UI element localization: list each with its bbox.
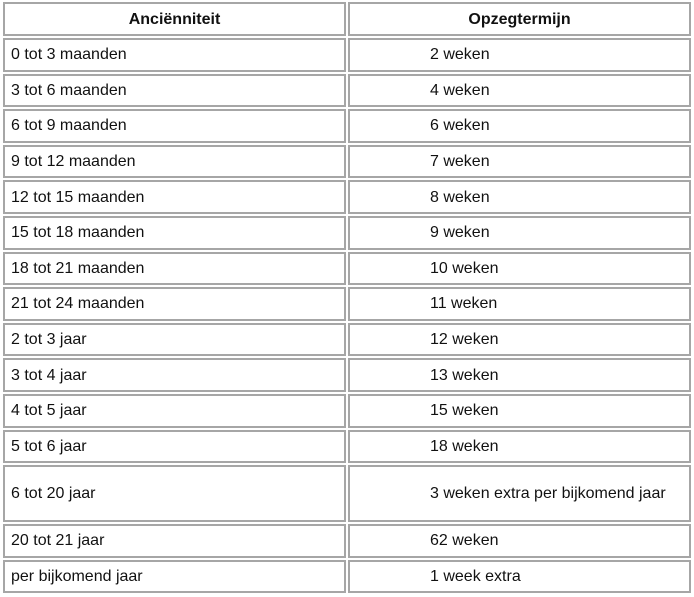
notice-period-cell: 3 weken extra per bijkomend jaar	[348, 465, 691, 522]
notice-period-cell: 6 weken	[348, 109, 691, 143]
notice-period-cell: 4 weken	[348, 74, 691, 108]
notice-period-cell: 10 weken	[348, 252, 691, 286]
table-row	[3, 216, 691, 250]
table-row	[3, 323, 691, 357]
header-row	[3, 2, 691, 36]
table-row	[3, 287, 691, 321]
seniority-cell: 4 tot 5 jaar	[3, 394, 346, 428]
notice-period-cell: 18 weken	[348, 430, 691, 464]
notice-period-cell: 13 weken	[348, 358, 691, 392]
seniority-cell: 5 tot 6 jaar	[3, 430, 346, 464]
seniority-cell: 20 tot 21 jaar	[3, 524, 346, 558]
seniority-cell: 9 tot 12 maanden	[3, 145, 346, 179]
table-body	[3, 38, 691, 593]
table-row	[3, 524, 691, 558]
notice-period-cell: 11 weken	[348, 287, 691, 321]
table-row	[3, 109, 691, 143]
seniority-cell: 6 tot 20 jaar	[3, 465, 346, 522]
notice-period-cell: 9 weken	[348, 216, 691, 250]
seniority-cell: 12 tot 15 maanden	[3, 180, 346, 214]
notice-period-cell: 1 week extra	[348, 560, 691, 594]
notice-period-cell: 8 weken	[348, 180, 691, 214]
table-row	[3, 180, 691, 214]
table-row	[3, 430, 691, 464]
notice-period-cell: 7 weken	[348, 145, 691, 179]
seniority-cell: 3 tot 6 maanden	[3, 74, 346, 108]
table-row	[3, 465, 691, 522]
header-seniority: Anciënniteit	[3, 2, 346, 36]
seniority-cell: 18 tot 21 maanden	[3, 252, 346, 286]
seniority-cell: 3 tot 4 jaar	[3, 358, 346, 392]
notice-period-cell: 15 weken	[348, 394, 691, 428]
seniority-cell: 2 tot 3 jaar	[3, 323, 346, 357]
table-row	[3, 74, 691, 108]
notice-period-cell: 2 weken	[348, 38, 691, 72]
table-row	[3, 145, 691, 179]
seniority-cell: 15 tot 18 maanden	[3, 216, 346, 250]
seniority-cell: per bijkomend jaar	[3, 560, 346, 594]
table-row	[3, 560, 691, 594]
notice-period-cell: 62 weken	[348, 524, 691, 558]
seniority-cell: 0 tot 3 maanden	[3, 38, 346, 72]
notice-period-table	[1, 0, 693, 595]
seniority-cell: 6 tot 9 maanden	[3, 109, 346, 143]
table-row	[3, 394, 691, 428]
table-row	[3, 38, 691, 72]
notice-period-cell: 12 weken	[348, 323, 691, 357]
seniority-cell: 21 tot 24 maanden	[3, 287, 346, 321]
table-header	[3, 2, 691, 36]
header-notice-period: Opzegtermijn	[348, 2, 691, 36]
table-row	[3, 252, 691, 286]
table-row	[3, 358, 691, 392]
